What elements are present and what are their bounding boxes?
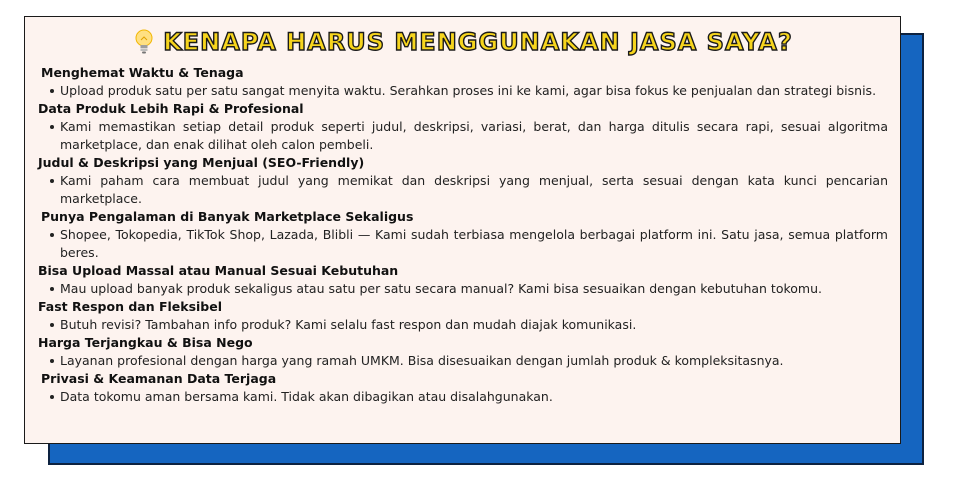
section-marketplace <box>38 208 888 262</box>
title-row <box>38 27 888 57</box>
lightbulb-icon <box>133 28 155 56</box>
list-item: Kami paham cara membuat judul yang memikat dan deskripsi yang menjual, serta sesuai dengan kata kunci pencarian marketplace. <box>60 173 888 206</box>
section-heading: Menghemat Waktu & Tenaga <box>41 65 244 80</box>
list-item: Data tokomu aman bersama kami. Tidak akan dibagikan atau disalahgunakan. <box>60 388 888 406</box>
section-heading: Data Produk Lebih Rapi & Profesional <box>38 101 304 116</box>
page-title: KENAPA HARUS MENGGUNAKAN JASA SAYA? <box>163 28 793 56</box>
section-fast-respon <box>38 298 888 334</box>
list-item: Butuh revisi? Tambahan info produk? Kami selalu fast respon dan mudah diajak komunikasi. <box>60 316 888 334</box>
section-heading: Harga Terjangkau & Bisa Nego <box>38 335 253 350</box>
section-harga <box>38 334 888 370</box>
section-heading: Fast Respon dan Fleksibel <box>38 299 223 314</box>
list-item: Shopee, Tokopedia, TikTok Shop, Lazada, Blibli — Kami sudah terbiasa mengelola berbagai platform ini. Satu jasa, semua platform beres. <box>60 227 888 260</box>
list-item: Kami memastikan setiap detail produk seperti judul, deskripsi, variasi, berat, dan harga ditulis secara rapi, sesuai algoritma marketplace, dan enak dilihat oleh calon pembeli. <box>60 119 888 152</box>
section-heading: Punya Pengalaman di Banyak Marketplace Sekaligus <box>41 209 414 224</box>
list-item: Upload produk satu per satu sangat menyita waktu. Serahkan proses ini ke kami, agar bisa fokus ke penjualan dan strategi bisnis. <box>60 82 888 100</box>
section-heading: Privasi & Keamanan Data Terjaga <box>41 371 277 386</box>
section-hemat-waktu <box>38 64 888 100</box>
benefits-card <box>24 16 901 444</box>
section-heading: Judul & Deskripsi yang Menjual (SEO-Friendly) <box>38 155 365 170</box>
section-heading: Bisa Upload Massal atau Manual Sesuai Kebutuhan <box>38 263 399 278</box>
section-upload-massal <box>38 262 888 298</box>
list-item: Mau upload banyak produk sekaligus atau satu per satu secara manual? Kami bisa sesuaikan dengan kebutuhan tokomu. <box>60 280 888 298</box>
section-privasi <box>38 370 888 406</box>
list-item: Layanan profesional dengan harga yang ramah UMKM. Bisa disesuaikan dengan jumlah produk & kompleksitasnya. <box>60 352 888 370</box>
section-data-rapi <box>38 100 888 154</box>
section-seo <box>38 154 888 208</box>
